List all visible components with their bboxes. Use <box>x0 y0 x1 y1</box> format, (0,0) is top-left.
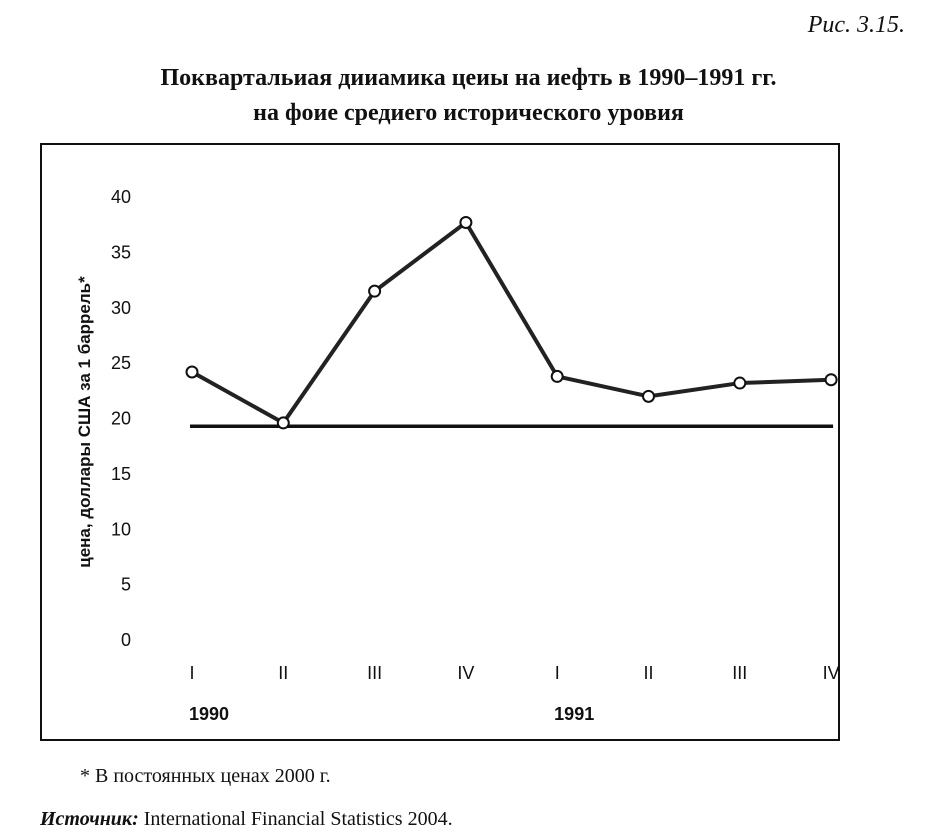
x-tick-label: III <box>732 663 748 683</box>
data-point <box>734 378 745 389</box>
x-tick-label: III <box>367 663 383 683</box>
source-label: Источник: <box>40 808 139 830</box>
source-line <box>40 808 453 831</box>
y-tick-label: 20 <box>110 408 131 429</box>
y-tick-label: 15 <box>110 463 131 484</box>
x-tick-label: I <box>554 663 560 683</box>
x-tick-label: IV <box>822 663 840 683</box>
chart-title-line1: Поквартальиая дииамика цеиы на иефть в 1990–1991 гг. <box>160 65 777 91</box>
x-tick-label: I <box>189 663 195 683</box>
year-label: 1991 <box>554 704 595 724</box>
y-axis-label: цена, доллары США за 1 баррель* <box>75 276 94 568</box>
y-tick-label: 40 <box>110 187 131 207</box>
data-point <box>460 217 471 228</box>
data-point <box>826 374 837 385</box>
data-point <box>552 371 563 382</box>
source-text: International Financial Statistics 2004. <box>138 808 453 830</box>
figure-label: Рис. 3.15. <box>807 12 905 38</box>
data-point <box>643 391 654 402</box>
data-point <box>278 417 289 428</box>
footnote: * В постоянных ценах 2000 г. <box>80 765 331 787</box>
x-tick-label: II <box>643 663 654 683</box>
y-tick-label: 30 <box>110 297 131 318</box>
x-tick-label: II <box>278 663 289 683</box>
y-tick-label: 10 <box>110 519 131 540</box>
data-point <box>369 286 380 297</box>
y-tick-label: 25 <box>110 353 131 374</box>
y-tick-label: 5 <box>120 574 131 595</box>
x-tick-label: IV <box>457 663 475 683</box>
chart-title-line2: на фоие средиего исторического уровия <box>253 100 684 126</box>
y-tick-label: 0 <box>120 630 131 650</box>
price-series-line <box>192 222 831 422</box>
y-tick-label: 35 <box>110 242 131 263</box>
year-label: 1990 <box>188 704 230 724</box>
data-point <box>187 366 198 377</box>
